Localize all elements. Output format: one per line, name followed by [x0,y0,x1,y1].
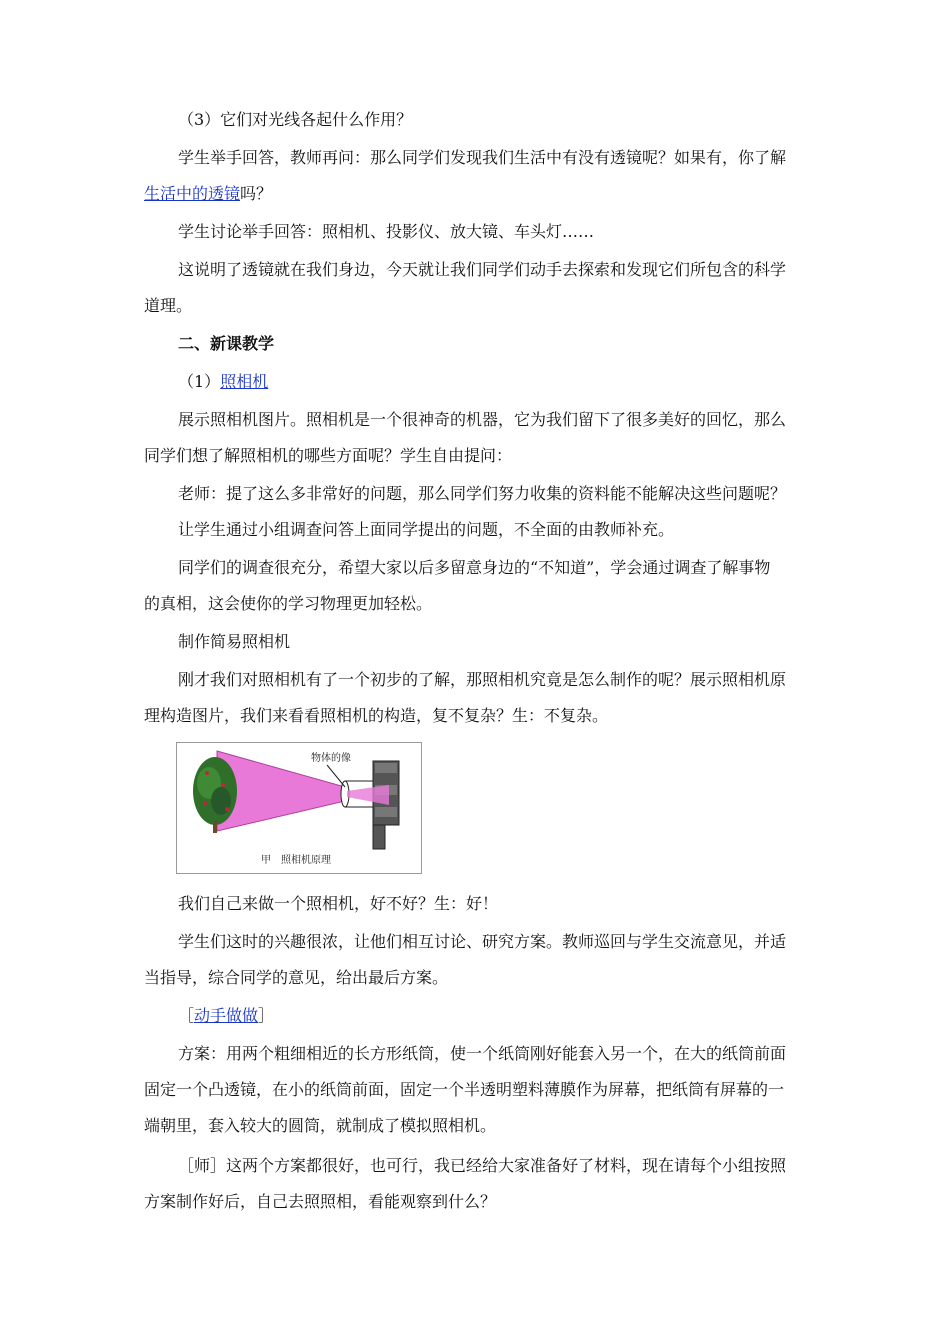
paragraph-line: 展示照相机图片。照相机是一个很神奇的机器，它为我们留下了很多美好的回忆，那么 [178,410,787,429]
paragraph-line: 方案制作好后，自己去照照相，看能观察到什么？ [144,1192,497,1211]
paragraph-line: 端朝里，套入较大的圆筒，就制成了模拟照相机。 [144,1116,497,1135]
question-3: （3）它们对光线各起什么作用？ [178,110,413,129]
paragraph-line: 学生们这时的兴趣很浓，让他们相互讨论、研究方案。教师巡回与学生交流意见，并适 [178,932,787,951]
section-heading: 二、新课教学 [178,334,275,353]
paragraph-line: ［师］这两个方案都很好，也可行，我已经给大家准备好了材料，现在请每个小组按照 [178,1156,787,1175]
paragraph-line: 道理。 [144,296,193,315]
figure-label-top: 物体的像 [311,753,351,764]
paragraph-line: 学生讨论举手回答：照相机、投影仪、放大镜、车头灯…… [178,222,595,241]
camera-diagram [177,743,421,873]
subsection-heading [178,370,842,394]
paragraph-line: 这说明了透镜就在我们身边，今天就让我们同学们动手去探索和发现它们所包含的科学 [178,260,787,279]
paragraph-line: 老师：提了这么多非常好的问题，那么同学们努力收集的资料能不能解决这些问题呢？ [178,484,787,503]
subsection-prefix: （1） [178,372,221,391]
paragraph-line: 固定一个凸透镜，在小的纸筒前面，固定一个半透明塑料薄膜作为屏幕，把纸筒有屏幕的一 [144,1080,785,1099]
link-camera[interactable]: 照相机 [220,372,269,391]
paragraph-line [144,182,808,206]
paragraph-line: 的真相，这会使你的学习物理更加轻松。 [144,594,433,613]
link-lens-in-life[interactable]: 生活中的透镜 [144,184,241,203]
paragraph-line: 学生举手回答，教师再问：那么同学们发现我们生活中有没有透镜呢？如果有，你了解 [178,148,787,167]
activity-heading [178,1004,842,1028]
bracket-open: ［ [178,1006,195,1025]
paragraph-line: 同学们的调查很充分，希望大家以后多留意身边的“不知道”，学会通过调查了解事物 [178,558,771,577]
figure-caption: 甲 照相机原理 [261,855,331,866]
paragraph-line: 我们自己来做一个照相机，好不好？生：好！ [178,894,499,913]
paragraph-line: 刚才我们对照相机有了一个初步的了解，那照相机究竟是怎么制作的呢？展示照相机原 [178,670,787,689]
paragraph-line: 理构造图片，我们来看看照相机的构造，复不复杂？生：不复杂。 [144,706,609,725]
paragraph-text: 吗？ [240,184,273,203]
link-hands-on[interactable]: 动手做做 [194,1006,259,1025]
paragraph-line: 方案：用两个粗细相近的长方形纸筒，使一个纸筒刚好能套入另一个，在大的纸筒前面 [178,1044,787,1063]
paragraph-line: 同学们想了解照相机的哪些方面呢？学生自由提问： [144,446,513,465]
paragraph-line: 当指导，综合同学的意见，给出最后方案。 [144,968,449,987]
paragraph-line: 制作简易照相机 [178,632,291,651]
camera-principle-figure [176,742,422,874]
camera-body [341,761,399,849]
paragraph-line: 让学生通过小组调查问答上面同学提出的问题，不全面的由教师补充。 [178,520,675,539]
bracket-close: ］ [258,1006,275,1025]
